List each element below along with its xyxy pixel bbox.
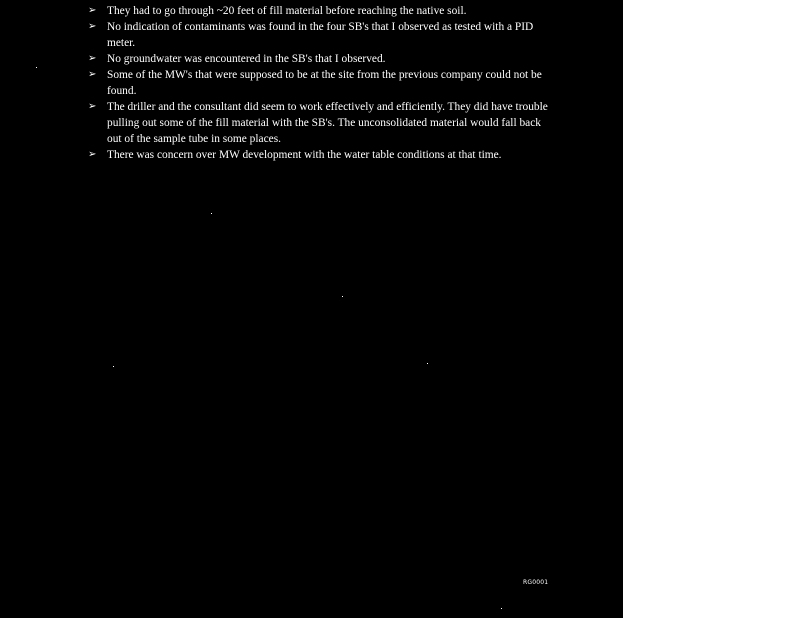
list-item-text: The driller and the consultant did seem to work effectively and efficiently. They did have trouble pulling out some of the fill material with the SB's. The unconsolidated material would fall back out of the sample tube in some places. (107, 101, 548, 145)
list-item-text: No indication of contaminants was found in the four SB's that I observed as tested with a PID meter. (107, 21, 534, 49)
list-item-text: They had to go through ~20 feet of fill material before reaching the native soil. (107, 5, 467, 17)
list-item (88, 19, 558, 51)
list-item (88, 3, 558, 19)
arrowhead-bullet-icon: ➢ (88, 101, 97, 112)
list-item-text: Some of the MW's that were supposed to be at the site from the previous company could not be found. (107, 69, 542, 97)
scan-speck (36, 67, 37, 68)
scan-speck (342, 296, 343, 297)
arrowhead-bullet-icon: ➢ (88, 53, 97, 64)
scan-speck (113, 366, 114, 367)
list-item (88, 67, 558, 99)
footer-page-mark: RG0001 (523, 579, 549, 586)
scan-speck (211, 213, 212, 214)
list-item-text: There was concern over MW development with the water table conditions at that time. (107, 149, 502, 161)
scan-speck (427, 363, 428, 364)
arrowhead-bullet-icon: ➢ (88, 69, 97, 80)
list-item (88, 147, 558, 163)
list-item (88, 99, 558, 147)
bullet-list (88, 3, 558, 163)
arrowhead-bullet-icon: ➢ (88, 21, 97, 32)
list-item-text: No groundwater was encountered in the SB's that I observed. (107, 53, 386, 65)
scan-speck (501, 608, 502, 609)
list-item (88, 51, 558, 67)
arrowhead-bullet-icon: ➢ (88, 5, 97, 16)
arrowhead-bullet-icon: ➢ (88, 149, 97, 160)
